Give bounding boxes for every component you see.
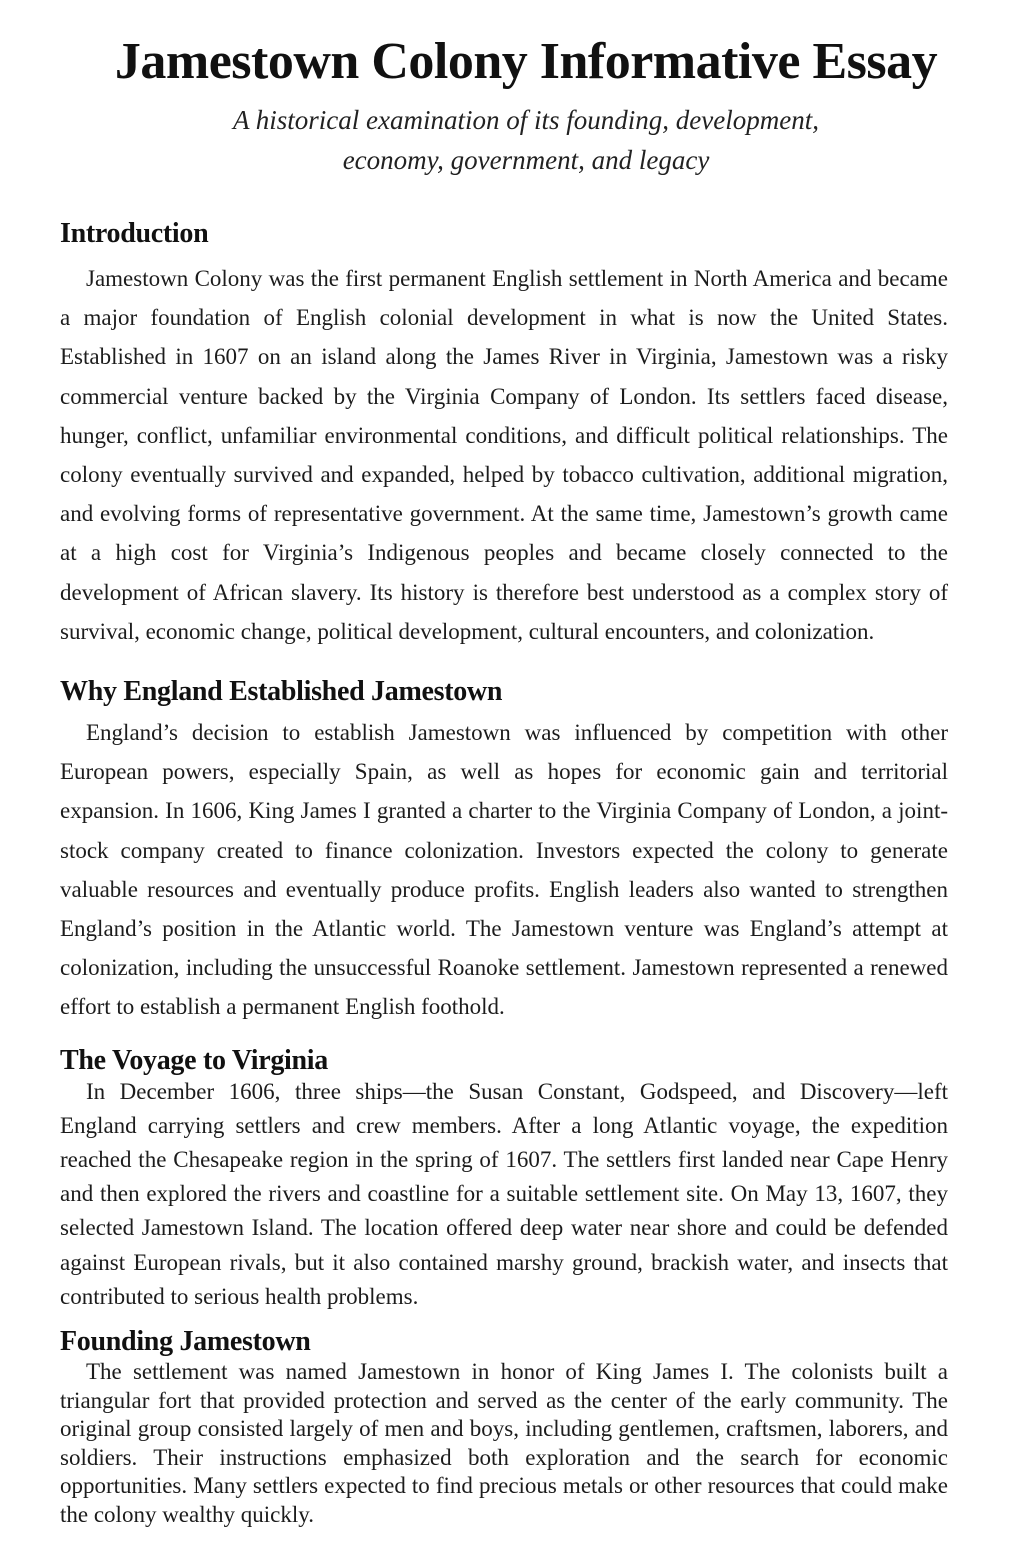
- section-heading: Why England Established Jamestown: [60, 676, 503, 708]
- subtitle-line: A historical examination of its founding, development,: [233, 105, 819, 135]
- section-heading: The Voyage to Virginia: [60, 1044, 328, 1076]
- section-paragraph: Jamestown Colony was the first permanent English settlement in North America and became a major foundation of English colonial development in what is now the United States. Established in 1607 on an island along the James River in Virginia, Jamestown was a risky commercial venture backed by the Virginia Company of London. Its settlers faced disease, hunger, conflict, unfamiliar environmental conditions, and difficult political relationships. The colony eventually survived and expanded, helped by tobacco cultivation, additional migration, and evolving forms of representative government. At the same time, Jamestown’s growth came at a high cost for Virginia’s Indigenous peoples and became closely connected to the development of African slavery. Its history is therefore best understood as a complex story of survival, economic change, political development, cultural encounters, and colonization.: [60, 266, 948, 644]
- section-introduction: [60, 213, 948, 651]
- subtitle-line: economy, government, and legacy: [342, 145, 710, 175]
- section-paragraph: In December 1606, three ships—the Susan Constant, Godspeed, and Discovery—left England carrying settlers and crew members. After a long Atlantic voyage, the expedition reached the Chesapeake region in the spring of 1607. The settlers first landed near Cape Henry and then explored the rivers and coastline for a suitable settlement site. On May 13, 1607, they selected Jamestown Island. The location offered deep water near shore and could be defended against European rivals, but it also contained marshy ground, brackish water, and insects that contributed to serious health problems.: [60, 1078, 948, 1309]
- section-voyage: [60, 1041, 948, 1314]
- section-why-england: [60, 671, 948, 1027]
- essay-page: [0, 28, 1024, 1564]
- section-paragraph: England’s decision to establish Jamestown was influenced by competition with other European powers, especially Spain, as well as hopes for economic gain and territorial expansion. In 1606, King James I granted a charter to the Virginia Company of London, a joint-stock company created to finance colonization. Investors expected the colony to generate valuable resources and eventually produce profits. English leaders also wanted to strengthen England’s position in the Atlantic world. The Jamestown venture was England’s attempt at colonization, including the unsuccessful Roanoke settlement. Jamestown represented a renewed effort to establish a permanent English foothold.: [60, 720, 948, 1020]
- page-title: Jamestown Colony Informative Essay: [114, 33, 938, 90]
- section-heading: Introduction: [60, 218, 209, 249]
- section-heading: Founding Jamestown: [60, 1326, 311, 1358]
- section-paragraph: The settlement was named Jamestown in honor of King James I. The colonists built a triangular fort that provided protection and served as the center of the early community. The original group consisted largely of men and boys, including gentlemen, craftsmen, laborers, and soldiers. Their instructions emphasized both exploration and the search for economic opportunities. Many settlers expected to find precious metals or other resources that could make the colony wealthy quickly.: [60, 1359, 948, 1528]
- page-subtitle: [60, 100, 948, 180]
- section-founding: [60, 1322, 948, 1530]
